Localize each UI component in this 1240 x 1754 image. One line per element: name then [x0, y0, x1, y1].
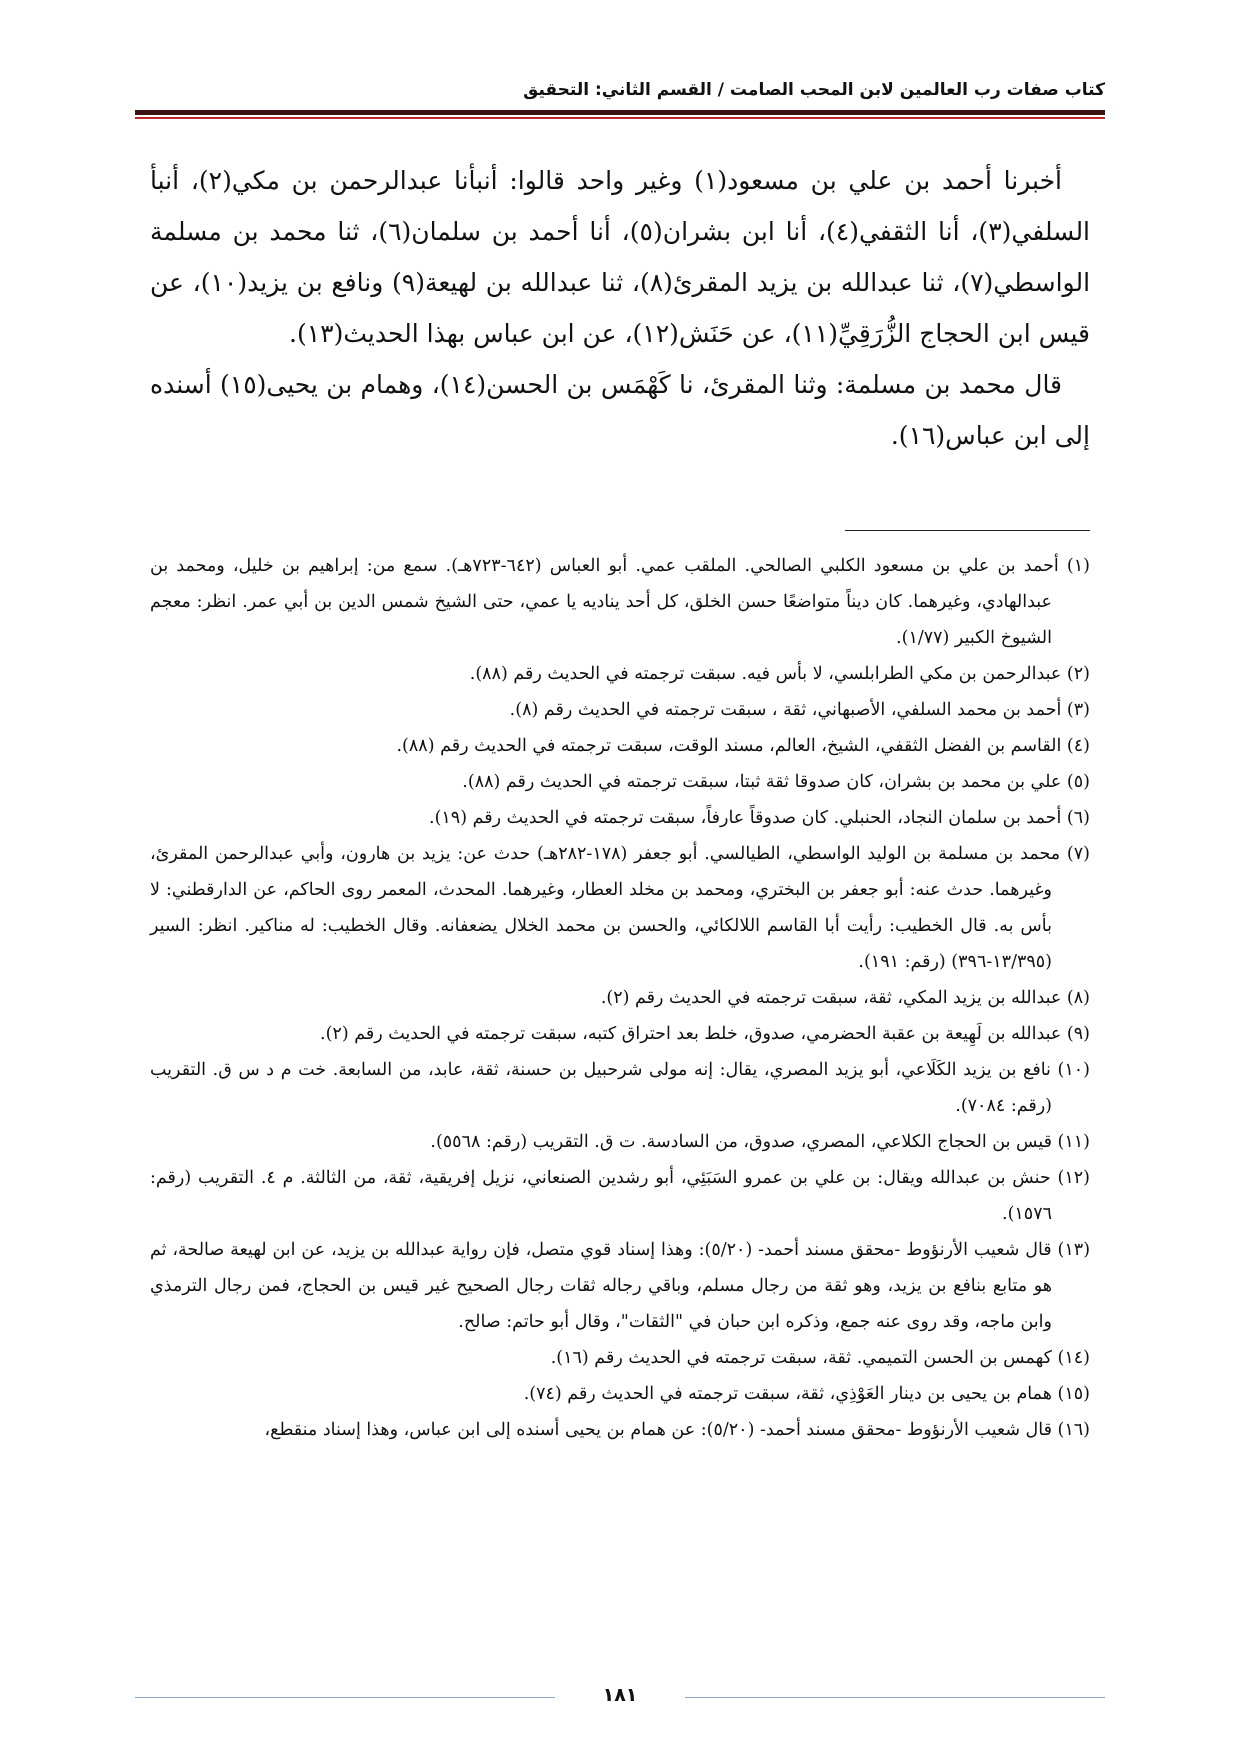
header-rule-dark: [135, 110, 1105, 115]
footnote-12: (١٢) حنش بن عبدالله ويقال: بن علي بن عمرو السَبَئِي، أبو رشدين الصنعاني، نزيل إفريقية، ثقة، من الثالثة. م ٤. التقريب (رقم: ١٥٧٦).: [150, 1168, 1090, 1224]
footnote-11: (١١) قيس بن الحجاج الكلاعي، المصري، صدوق، من السادسة. ت ق. التقريب (رقم: ٥٥٦٨).: [430, 1132, 1090, 1152]
footer-rule-right: [685, 1697, 1105, 1698]
footnote-separator: [845, 530, 1090, 531]
footnote-16: (١٦) قال شعيب الأرنؤوط -محقق مسند أحمد- (٥/٢٠): عن همام بن يحيى أسنده إلى ابن عباس، وهذا إسناد منقطع،: [264, 1420, 1090, 1440]
footnote-2: (٢) عبدالرحمن بن مكي الطرابلسي، لا بأس فيه. سبقت ترجمته في الحديث رقم (٨٨).: [469, 664, 1090, 684]
main-text: [150, 155, 1090, 461]
footnote-10: (١٠) نافع بن يزيد الكَلَاعي، أبو يزيد المصري، يقال: إنه مولى شرحبيل بن حسنة، ثقة، عابد، من السابعة. خت م د س ق. التقريب (رقم: ٧٠٨٤).: [150, 1060, 1090, 1116]
footnote-13: (١٣) قال شعيب الأرنؤوط -محقق مسند أحمد- (٥/٢٠): وهذا إسناد قوي متصل، فإن رواية عبدالله بن يزيد، عن ابن لهيعة صالحة، ثم هو متابع بنافع بن يزيد، وهو ثقة من رجال مسلم، وباقي رجاله ثقات رجال الصحيح غير قيس بن الحجاج، فمن رجال الترمذي وابن ماجه، وقد روى عنه جمع، وذكره ابن حبان في "الثقات"، وقال أبو حاتم: صالح.: [150, 1240, 1091, 1332]
main-paragraph-1: أخبرنا أحمد بن علي بن مسعود(١) وغير واحد قالوا: أنبأنا عبدالرحمن بن مكي(٢)، أنبأ السلفي(٣)، أنا الثقفي(٤)، أنا ابن بشران(٥)، أنا أحمد بن سلمان(٦)، ثنا محمد بن مسلمة الواسطي(٧)، ثنا عبدالله بن يزيد المقرئ(٨)، ثنا عبدالله بن لهيعة(٩) ونافع بن يزيد(١٠)، عن قيس ابن الحجاج الزُّرَقِيِّ(١١)، عن حَنَش(١٢)، عن ابن عباس بهذا الحديث(١٣).: [150, 166, 1091, 348]
footnote-14: (١٤) كهمس بن الحسن التميمي. ثقة، سبقت ترجمته في الحديث رقم (١٦).: [550, 1348, 1090, 1368]
page-number: ١٨١: [602, 1684, 638, 1706]
footnote-5: (٥) علي بن محمد بن بشران، كان صدوقا ثقة ثبتا، سبقت ترجمته في الحديث رقم (٨٨).: [462, 772, 1090, 792]
footer-rule-left: [135, 1697, 555, 1698]
footnote-7: (٧) محمد بن مسلمة بن الوليد الواسطي، الطيالسي. أبو جعفر (١٧٨-٢٨٢هـ) حدث عن: يزيد بن هارون، وأبي عبدالرحمن المقرئ، وغيرهما. حدث عنه: أبو جعفر بن البختري، ومحمد بن مخلد العطار، وغيرهما. المحدث، المعمر روى الحاكم، عن الدارقطني: لا بأس به. قال الخطيب: رأيت أبا القاسم اللالكائي، والحسن بن محمد الخلال يضعفانه. وقال الخطيب: له مناكير. انظر: السير (١٣/٣٩٥-٣٩٦) (رقم: ١٩١).: [150, 844, 1090, 972]
footnotes: [150, 548, 1090, 1448]
footnote-6: (٦) أحمد بن سلمان النجاد، الحنبلي. كان صدوقاً عارفاً، سبقت ترجمته في الحديث رقم (١٩).: [429, 808, 1090, 828]
header-rule-red: [135, 117, 1105, 119]
footnote-8: (٨) عبدالله بن يزيد المكي، ثقة، سبقت ترجمته في الحديث رقم (٢).: [600, 988, 1090, 1008]
main-paragraph-2: قال محمد بن مسلمة: وثنا المقرئ، نا كَهْمَس بن الحسن(١٤)، وهمام بن يحيى(١٥) أسنده إلى ابن عباس(١٦).: [150, 370, 1090, 450]
running-header: كتاب صفات رب العالمين لابن المحب الصامت / القسم الثاني: التحقيق: [523, 80, 1105, 100]
footnote-15: (١٥) همام بن يحيى بن دينار العَوْذِي، ثقة، سبقت ترجمته في الحديث رقم (٧٤).: [523, 1384, 1090, 1404]
footnote-9: (٩) عبدالله بن لَهِيعة بن عقبة الحضرمي، صدوق، خلط بعد احتراق كتبه، سبقت ترجمته في الحديث رقم (٢).: [320, 1024, 1090, 1044]
footnote-3: (٣) أحمد بن محمد السلفي، الأصبهاني، ثقة ، سبقت ترجمته في الحديث رقم (٨).: [509, 700, 1090, 720]
footnote-4: (٤) القاسم بن الفضل الثقفي، الشيخ، العالم، مسند الوقت، سبقت ترجمته في الحديث رقم (٨٨).: [396, 736, 1090, 756]
footnote-1: (١) أحمد بن علي بن مسعود الكلبي الصالحي. الملقب عمي. أبو العباس (٦٤٢-٧٢٣هـ). سمع من: إبراهيم بن خليل، ومحمد بن عبدالهادي، وغيرهما. كان ديناً متواضعًا حسن الخلق، كل أحد يناديه يا عمي، حتى الشيخ شمس الدين بن أبي عمر. انظر: معجم الشيوخ الكبير (١/٧٧).: [150, 556, 1090, 648]
